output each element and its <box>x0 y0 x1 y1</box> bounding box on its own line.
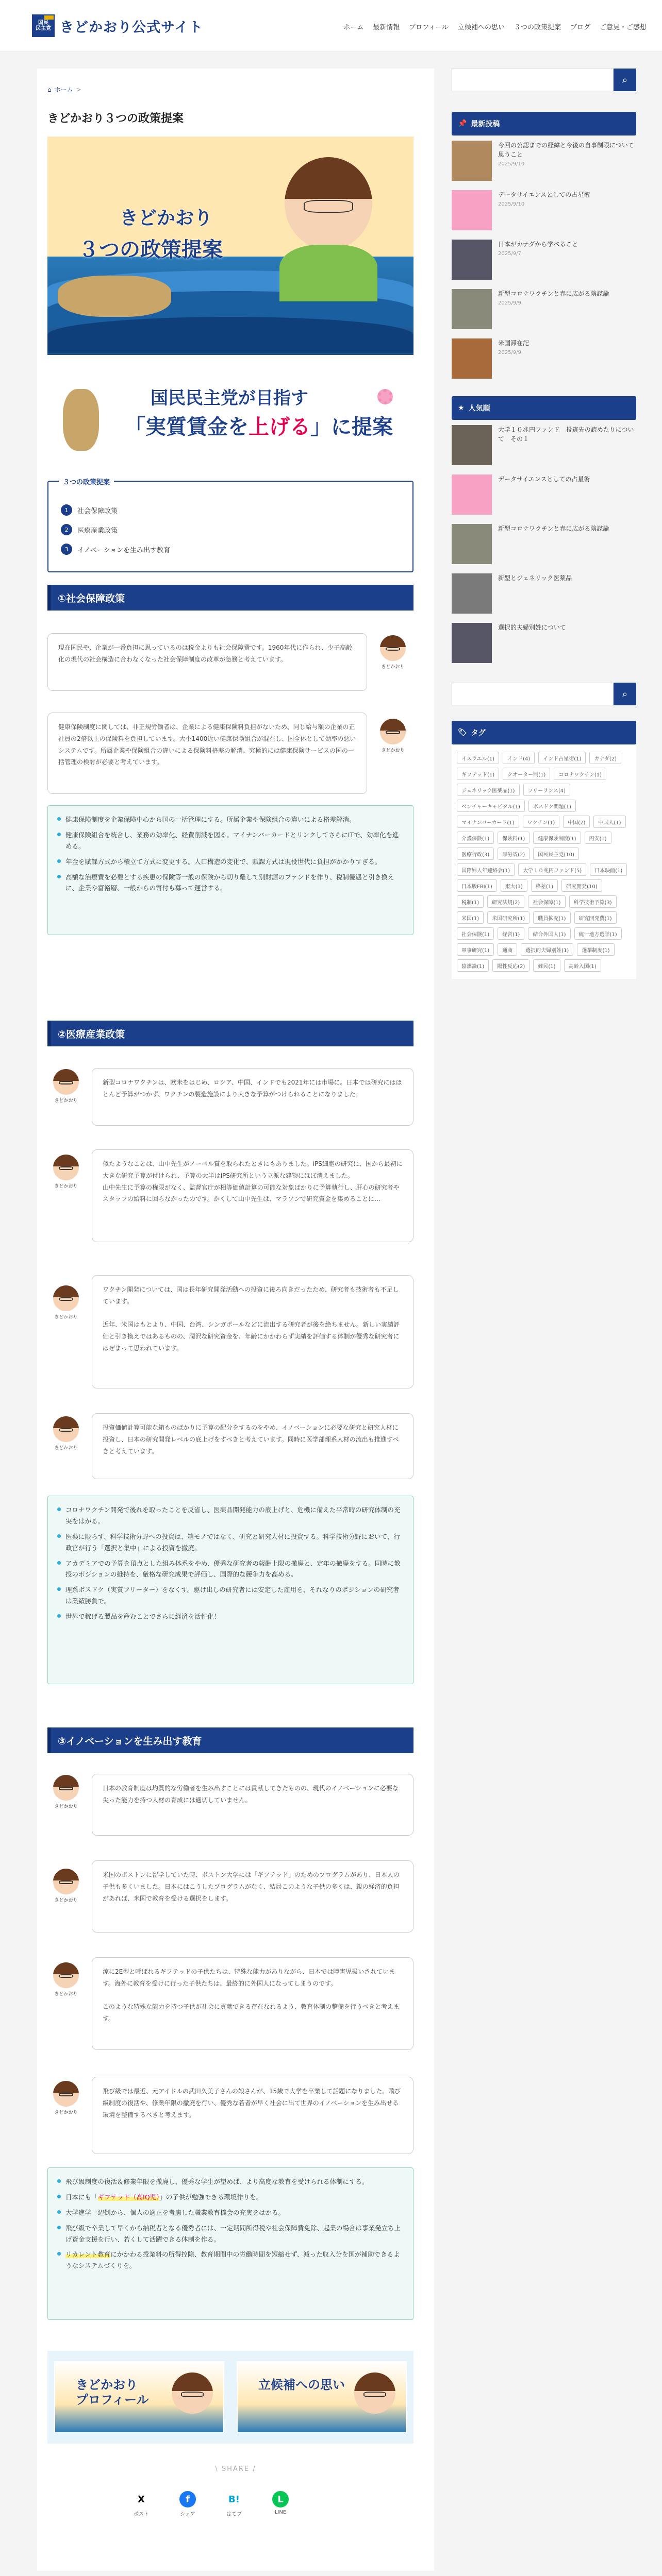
post-item[interactable]: データサイエンスとしての占星術 <box>452 474 636 519</box>
post-thumbnail <box>452 524 492 564</box>
tag-link[interactable]: 研究開発費(1) <box>574 911 617 924</box>
tag-link[interactable]: 日本版FBI(1) <box>457 879 497 892</box>
toc-heading: ３つの政策提案 <box>59 477 114 486</box>
tag-link[interactable]: 東大(1) <box>501 879 527 892</box>
nav-blog[interactable]: ブログ <box>570 24 590 31</box>
post-thumbnail <box>452 289 492 329</box>
list-item: 理系ポスドク（実質フリーター）をなくす。駆け出しの研究者には安定した雇用を、それなりのポジションの研究者は業績勝負で。 <box>65 1584 404 1607</box>
avatar: きどかおり <box>52 1775 80 1813</box>
share-x-button[interactable]: X ポスト <box>133 2491 150 2517</box>
share-facebook-button[interactable]: f シェア <box>179 2491 196 2517</box>
tag-link[interactable]: 健康保険制度(1) <box>533 832 581 844</box>
latest-posts-heading: 📌 最新投稿 <box>452 112 636 135</box>
search-icon: ⌕ <box>622 74 628 85</box>
section-heading-social-security: ①社会保障政策 <box>47 585 413 611</box>
tag-icon: 🏷 <box>458 728 467 737</box>
avatar: きどかおり <box>52 1962 80 2001</box>
sidebar <box>452 69 636 1047</box>
list-item: 飛び級制度の復活＆修業年限を撤廃し、優秀な学生が望めば、より高度な教育を受けられる体制にする。 <box>65 2176 404 2188</box>
tag-link[interactable]: 介護保険(1) <box>457 832 494 844</box>
search-button[interactable] <box>614 683 636 705</box>
avatar: きどかおり <box>52 1869 80 1907</box>
toc-item[interactable]: 1 社会保障政策 <box>61 500 170 520</box>
tag-link[interactable]: 社会保険(1) <box>457 927 494 940</box>
post-thumbnail <box>452 474 492 515</box>
banner-line1: 国民民主党が目指す <box>151 388 308 409</box>
toc-item[interactable]: 2 医療産業政策 <box>61 520 170 539</box>
candidate-illustration <box>354 2372 395 2414</box>
section-heading-education: ③イノベーションを生み出す教育 <box>47 1727 413 1753</box>
tag-link[interactable]: インド占星術(1) <box>538 752 586 764</box>
list-item: 飛び級で卒業して早くから納税者となる優秀者には、一定期間所得税や社会保障費免除、起業の場合は事業発立ち上げ資金支援を行い、若くして活躍できる体制を作る。 <box>65 2223 404 2245</box>
tag-link[interactable]: 国民民主党(10) <box>533 848 579 860</box>
tag-link[interactable]: 医療行政(3) <box>457 848 494 860</box>
table-of-contents <box>47 481 413 572</box>
search-button[interactable] <box>614 69 636 91</box>
tag-link[interactable]: 統一地方選挙(1) <box>574 927 622 940</box>
toc-item[interactable]: 3 イノベーションを生み出す教育 <box>61 539 170 559</box>
tag-link[interactable]: マイナンバーカード(1) <box>457 816 519 828</box>
profile-banner-area <box>47 2351 413 2444</box>
search-input[interactable] <box>452 683 614 705</box>
hero-title-line2: ３つの政策提案 <box>78 238 223 262</box>
tag-link[interactable]: 通商 <box>498 943 517 956</box>
tag-link[interactable]: 米国(1) <box>457 911 484 924</box>
popular-posts-widget <box>452 396 636 667</box>
nav-profile[interactable]: プロフィール <box>409 24 449 31</box>
nav-candidacy[interactable]: 立候補への思い <box>457 24 505 31</box>
share-heading: \ SHARE / <box>215 2465 256 2473</box>
cat-illustration <box>58 276 171 317</box>
nav-home[interactable]: ホーム <box>343 24 364 31</box>
post-item[interactable]: 米国滞在記 2025/9/9 <box>452 338 636 383</box>
post-thumbnail <box>452 338 492 379</box>
site-title: きどかおり公式サイト <box>60 19 204 36</box>
popular-posts-heading: ★ 人気順 <box>452 396 636 420</box>
list-item: 日本にも「ギフテッド（高IQ児）」の子供が勉強できる環境作りを。 <box>65 2192 404 2203</box>
tag-link[interactable]: イスラエル(1) <box>457 752 499 764</box>
tag-link[interactable]: 研究開発(10) <box>561 879 602 892</box>
latest-posts-widget <box>452 112 636 383</box>
tag-link[interactable]: 研究法規(2) <box>487 895 524 908</box>
tag-link[interactable]: 国際婦人年連絡会(1) <box>457 863 515 876</box>
speech-bubble: 涼に2E型と呼ばれるギフテッドの子供たちは、特殊な能力がありながら、日本では障害児扱いされています。海外に教育を受けに行った子供たちは、最終的に外国人になってしまうのです。 このような特殊な能力を持つ子供が社会に貢献できる存在なれるよう、教育体制の整備を行うべきと考えます。 <box>92 1957 413 2050</box>
speech-bubble: 健康保険制度に関しては、非正規労働者は、企業による健康保険料負担がないため、同じ給与額の企業の正社員の2倍以上の保険料を負担しています。大小1400近い健康保険組合が混在し、国全体として効率の悪いシステムです。所属企業や保険組合の違いによる保険料格差の解消、究極的には健康保険サービスの国の一括管理の検討が必要と考えています。 <box>47 713 367 794</box>
star-icon: ★ <box>458 404 465 412</box>
post-thumbnail <box>452 141 492 181</box>
tag-link[interactable]: ジェネリック医薬品(1) <box>457 784 520 796</box>
hero-image <box>47 137 413 355</box>
nav-contact[interactable]: ご意見・ご感想 <box>599 24 647 31</box>
tag-link[interactable]: 高齢入国(1) <box>564 959 601 972</box>
post-item[interactable]: データサイエンスとしての占星術 2025/9/10 <box>452 190 636 234</box>
tag-link[interactable]: 格差(1) <box>531 879 558 892</box>
main-content <box>37 69 434 2571</box>
avatar: きどかおり <box>378 719 407 757</box>
post-thumbnail <box>452 190 492 230</box>
tag-cloud <box>452 744 636 979</box>
share-line-button[interactable]: L LINE <box>272 2491 289 2517</box>
speech-bubble: 現在国民や、企業が一番負担に思っているのは税金よりも社会保障費です。1960年代に作られ、少子高齢化の現代の社会構造に合わなくなった社会保障制度の改革が急務と考えています。 <box>47 633 367 691</box>
list-item: 高額な治療費を必要とする疾患の保険等一般の保険から切り離して別財源のファンドを作り、税制優遇と引き換えに、企業や富裕層、一般からの寄付も募って運営する。 <box>65 872 404 894</box>
tag-heading: 🏷 タグ <box>452 721 636 744</box>
avatar: きどかおり <box>52 1069 80 1107</box>
site-logo[interactable] <box>32 10 203 41</box>
candidacy-banner[interactable]: 立候補への思い <box>237 2361 407 2433</box>
post-item[interactable]: 新型コロナワクチンと春に広がる陰謀論 <box>452 524 636 568</box>
search-input[interactable] <box>452 69 614 91</box>
list-item: リカレント教育にかかわる授業料の所得控除、教育期間中の労働時間を短縮せず、減った収入分を国が補助できるようなシステムづくりを。 <box>65 2249 404 2272</box>
tag-widget <box>452 721 636 979</box>
post-item[interactable]: 選択的夫婦別姓について <box>452 623 636 667</box>
post-thumbnail <box>452 573 492 614</box>
home-icon: ⌂ <box>47 86 52 93</box>
tag-link[interactable]: カナダ(2) <box>589 752 621 764</box>
post-item[interactable]: 新型とジェネリック医薬品 <box>452 573 636 618</box>
tag-link[interactable]: インド(4) <box>503 752 535 764</box>
line-icon: L <box>272 2491 289 2507</box>
candidate-body <box>279 245 377 301</box>
section-heading-medical-industry: ②医療産業政策 <box>47 1021 413 1046</box>
party-logo-mark: 国民 民主党 <box>32 14 55 37</box>
tag-link[interactable]: ギフテッド(1) <box>457 768 499 780</box>
tag-link[interactable]: 円安(1) <box>585 832 611 844</box>
post-item[interactable]: 新型コロナワクチンと春に広がる陰謀論 2025/9/9 <box>452 289 636 333</box>
hero-title-line1: きどかおり <box>120 208 213 229</box>
nav-news[interactable]: 最新情報 <box>373 24 400 31</box>
avatar: きどかおり <box>52 1416 80 1454</box>
speech-bubble: 似たようなことは、山中先生がノーベル賞を取られたときにもありました。iPS細胞の研究に、国から最初に大きな研究予算が付けられ、予算の大半はiPS研究所という立派な建物にほぼ消えました。 山中先生に予算の権限がなく、監督官庁が相等価値計算の可能な対象ばかりに予算執行し、肝心の研究者やスタッフの給料に回らなかったのです。かくして山中先生は、マラソンで研究資金を集めることに… <box>92 1149 413 1242</box>
tag-link[interactable]: 経営(1) <box>498 927 524 940</box>
tag-link[interactable]: 米国研究所(1) <box>487 911 529 924</box>
list-item: 医薬に限らず、科学技術分野への投資は、箱モノではなく、研究と研究人材に投資する。科学技術分野において、行政官が行う「選択と集中」による投資を撤廃。 <box>65 1531 404 1554</box>
speech-bubble: 投資価値計算可能な箱ものばかりに予算の配分をするのをやめ、イノベーションに必要な研究と研究人材に投資し、日本の研究開発レベルの底上げをすべきと考えています。同時に医学部理系人材の流出も推進すべきと考えています。 <box>92 1413 413 1479</box>
tag-link[interactable]: 日本映画(1) <box>590 863 627 876</box>
speech-bubble: 米国のボストンに留学していた時、ボストン大学には「ギフテッド」のためのプログラムがあり、日本人の子供も多くいました。日本にはこうしたプログラムがなく、結局このような子供の多くは、親の経済的負担があれば、米国で教育を受ける選択をします。 <box>92 1860 413 1933</box>
list-item: 大学進学一辺倒から、個人の適正を考慮した職業教育機会の充実をはかる。 <box>65 2207 404 2218</box>
tag-link[interactable]: 厚労省(2) <box>498 848 529 860</box>
post-thumbnail <box>452 425 492 465</box>
post-thumbnail <box>452 623 492 663</box>
share-buttons <box>133 2491 289 2517</box>
list-item: 世界で稼げる製品を産むことでさらに経済を活性化！ <box>65 1611 404 1622</box>
tag-link[interactable]: コロナワクチン(1) <box>554 768 606 780</box>
breadcrumb-home[interactable]: ホーム <box>54 86 73 93</box>
tag-link[interactable]: 中国人(1) <box>593 816 625 828</box>
banner-line2: 「実質賃金を上げる」に提案 <box>125 415 393 439</box>
policy-banner <box>47 374 413 471</box>
global-nav <box>343 22 647 31</box>
list-item: 年金を賦課方式から積立て方式に変更する。人口構造の変化で、賦課方式は現役世代に負担がかかりすぎる。 <box>65 856 404 868</box>
tag-link[interactable]: 社会保障(1) <box>528 895 565 908</box>
list-item: コロナワクチン開発で後れを取ったことを反省し、医薬品開発能力の底上げと、危機に備えた平常時の研究体制の充実をはかる。 <box>65 1504 404 1527</box>
post-item[interactable]: 今回の公認までの経緯と今後の自事制限について思うこと 2025/9/10 <box>452 141 636 185</box>
tag-link[interactable]: 選挙制度(1) <box>577 943 614 956</box>
tag-link[interactable]: 大学１０兆円ファンド(5) <box>518 863 586 876</box>
policy-summary-box <box>47 805 413 935</box>
x-icon: X <box>138 2494 145 2505</box>
pin-icon: 📌 <box>458 120 467 128</box>
breadcrumb-separator: > <box>76 86 81 93</box>
post-item[interactable]: 日本がカナダから学べること 2025/9/7 <box>452 240 636 284</box>
site-header <box>0 0 662 52</box>
tag-link[interactable]: 税制(1) <box>457 895 484 908</box>
flower-icon <box>377 389 393 404</box>
avatar: きどかおり <box>52 1155 80 1193</box>
tag-link[interactable]: 陰謀論(1) <box>457 959 489 972</box>
search-form <box>452 69 636 91</box>
post-item[interactable]: 大学１０兆円ファンド 投資先の読めたりについて その１ <box>452 425 636 469</box>
tag-link[interactable]: 軍事研究(1) <box>457 943 494 956</box>
post-thumbnail <box>452 240 492 280</box>
page-title: きどかおり３つの政策提案 <box>47 112 184 125</box>
policy-summary-box <box>47 1496 413 1684</box>
search-form <box>452 683 636 705</box>
profile-banner[interactable]: きどかおり プロフィール <box>54 2361 224 2433</box>
tag-link[interactable]: ポスドク問題(1) <box>528 800 576 812</box>
tag-link[interactable]: クオーター制(1) <box>503 768 550 780</box>
candidate-illustration <box>285 157 372 250</box>
tag-link[interactable]: 選択的夫婦別姓(1) <box>521 943 573 956</box>
speech-bubble: ワクチン開発については、国は長年研究開発活動への投資に後ろ向きだったため、研究者も技術者も不足しています。 近年、米国はもとより、中国、台湾、シンガポールなどに流出する研究者が後を絶ちません。新しい実績評価と引き換えではあるものの、潤沢な研究資金を、年齢にかかわらず実績を評価する体制が優秀な研究者にはぜまって思われています。 <box>92 1275 413 1388</box>
speech-bubble: 新型コロナワクチンは、欧米をはじめ、ロシア、中国、インドでも2021年には市場に。日本では研究にはほとんど予算がつかず、ワクチンの製造施設により大きな予算がつけられることになりました。 <box>92 1068 413 1126</box>
tag-link[interactable]: 陽性反応(2) <box>492 959 529 972</box>
share-hatena-button[interactable]: B! はてブ <box>226 2491 242 2517</box>
speech-bubble: 日本の教育制度は均質的な労働者を生み出すことには貢献してきたものの、現代のイノベーションに必要な尖った能力を持つ人材の育成には適切していません。 <box>92 1774 413 1836</box>
speech-bubble: 飛び級では最近、元アイドルの武田久美子さんの娘さんが、15歳で大学を卒業して話題になりました。飛び級制度の復活や、修業年限の撤廃を行い、優秀な若者が早く社会に出て世界のイノベーションを生み出せる環境を整備するべきと考えます。 <box>92 2077 413 2154</box>
list-item: アカデミアでの予算を頂点とした組み体系をやめ、優秀な研究者の報酬上限の撤廃と、定年の撤廃をする。同時に教授のポジションの維持を、厳格な研究成果で評価し、国際的な競争力を高める。 <box>65 1558 404 1581</box>
tag-link[interactable]: 結合外国人(1) <box>528 927 570 940</box>
tag-link[interactable]: フリーランス(4) <box>523 784 570 796</box>
nav-policy[interactable]: ３つの政策提案 <box>514 24 561 31</box>
avatar: きどかおり <box>378 635 407 673</box>
cat-banner-icon <box>63 389 99 451</box>
facebook-icon: f <box>179 2491 196 2507</box>
tag-link[interactable]: 保険料(1) <box>498 832 529 844</box>
list-item: 健康保険組合を統合し、業務の効率化、経費削減を図る。マイナンバーカードとリンクしてさらにITで、効率化を進める。 <box>65 829 404 852</box>
tag-link[interactable]: 難民(1) <box>533 959 560 972</box>
tag-link[interactable]: 職員拡充(1) <box>533 911 570 924</box>
list-item: 健康保険制度を企業保険中心から国の一括管理にする。所属企業や保険組合の違いによる格差解消。 <box>65 814 404 825</box>
avatar: きどかおり <box>52 1285 80 1324</box>
hatena-icon: B! <box>228 2494 240 2505</box>
tag-link[interactable]: ワクチン(1) <box>523 816 560 828</box>
avatar: きどかおり <box>52 2081 80 2119</box>
tag-link[interactable]: 科学技術予算(3) <box>569 895 617 908</box>
tag-link[interactable]: ベンチャーキャピタル(1) <box>457 800 525 812</box>
candidate-illustration <box>172 2372 213 2414</box>
tag-link[interactable]: 中国(2) <box>563 816 590 828</box>
search-icon: ⌕ <box>622 688 628 699</box>
policy-summary-box <box>47 2167 413 2320</box>
breadcrumb <box>47 85 81 94</box>
